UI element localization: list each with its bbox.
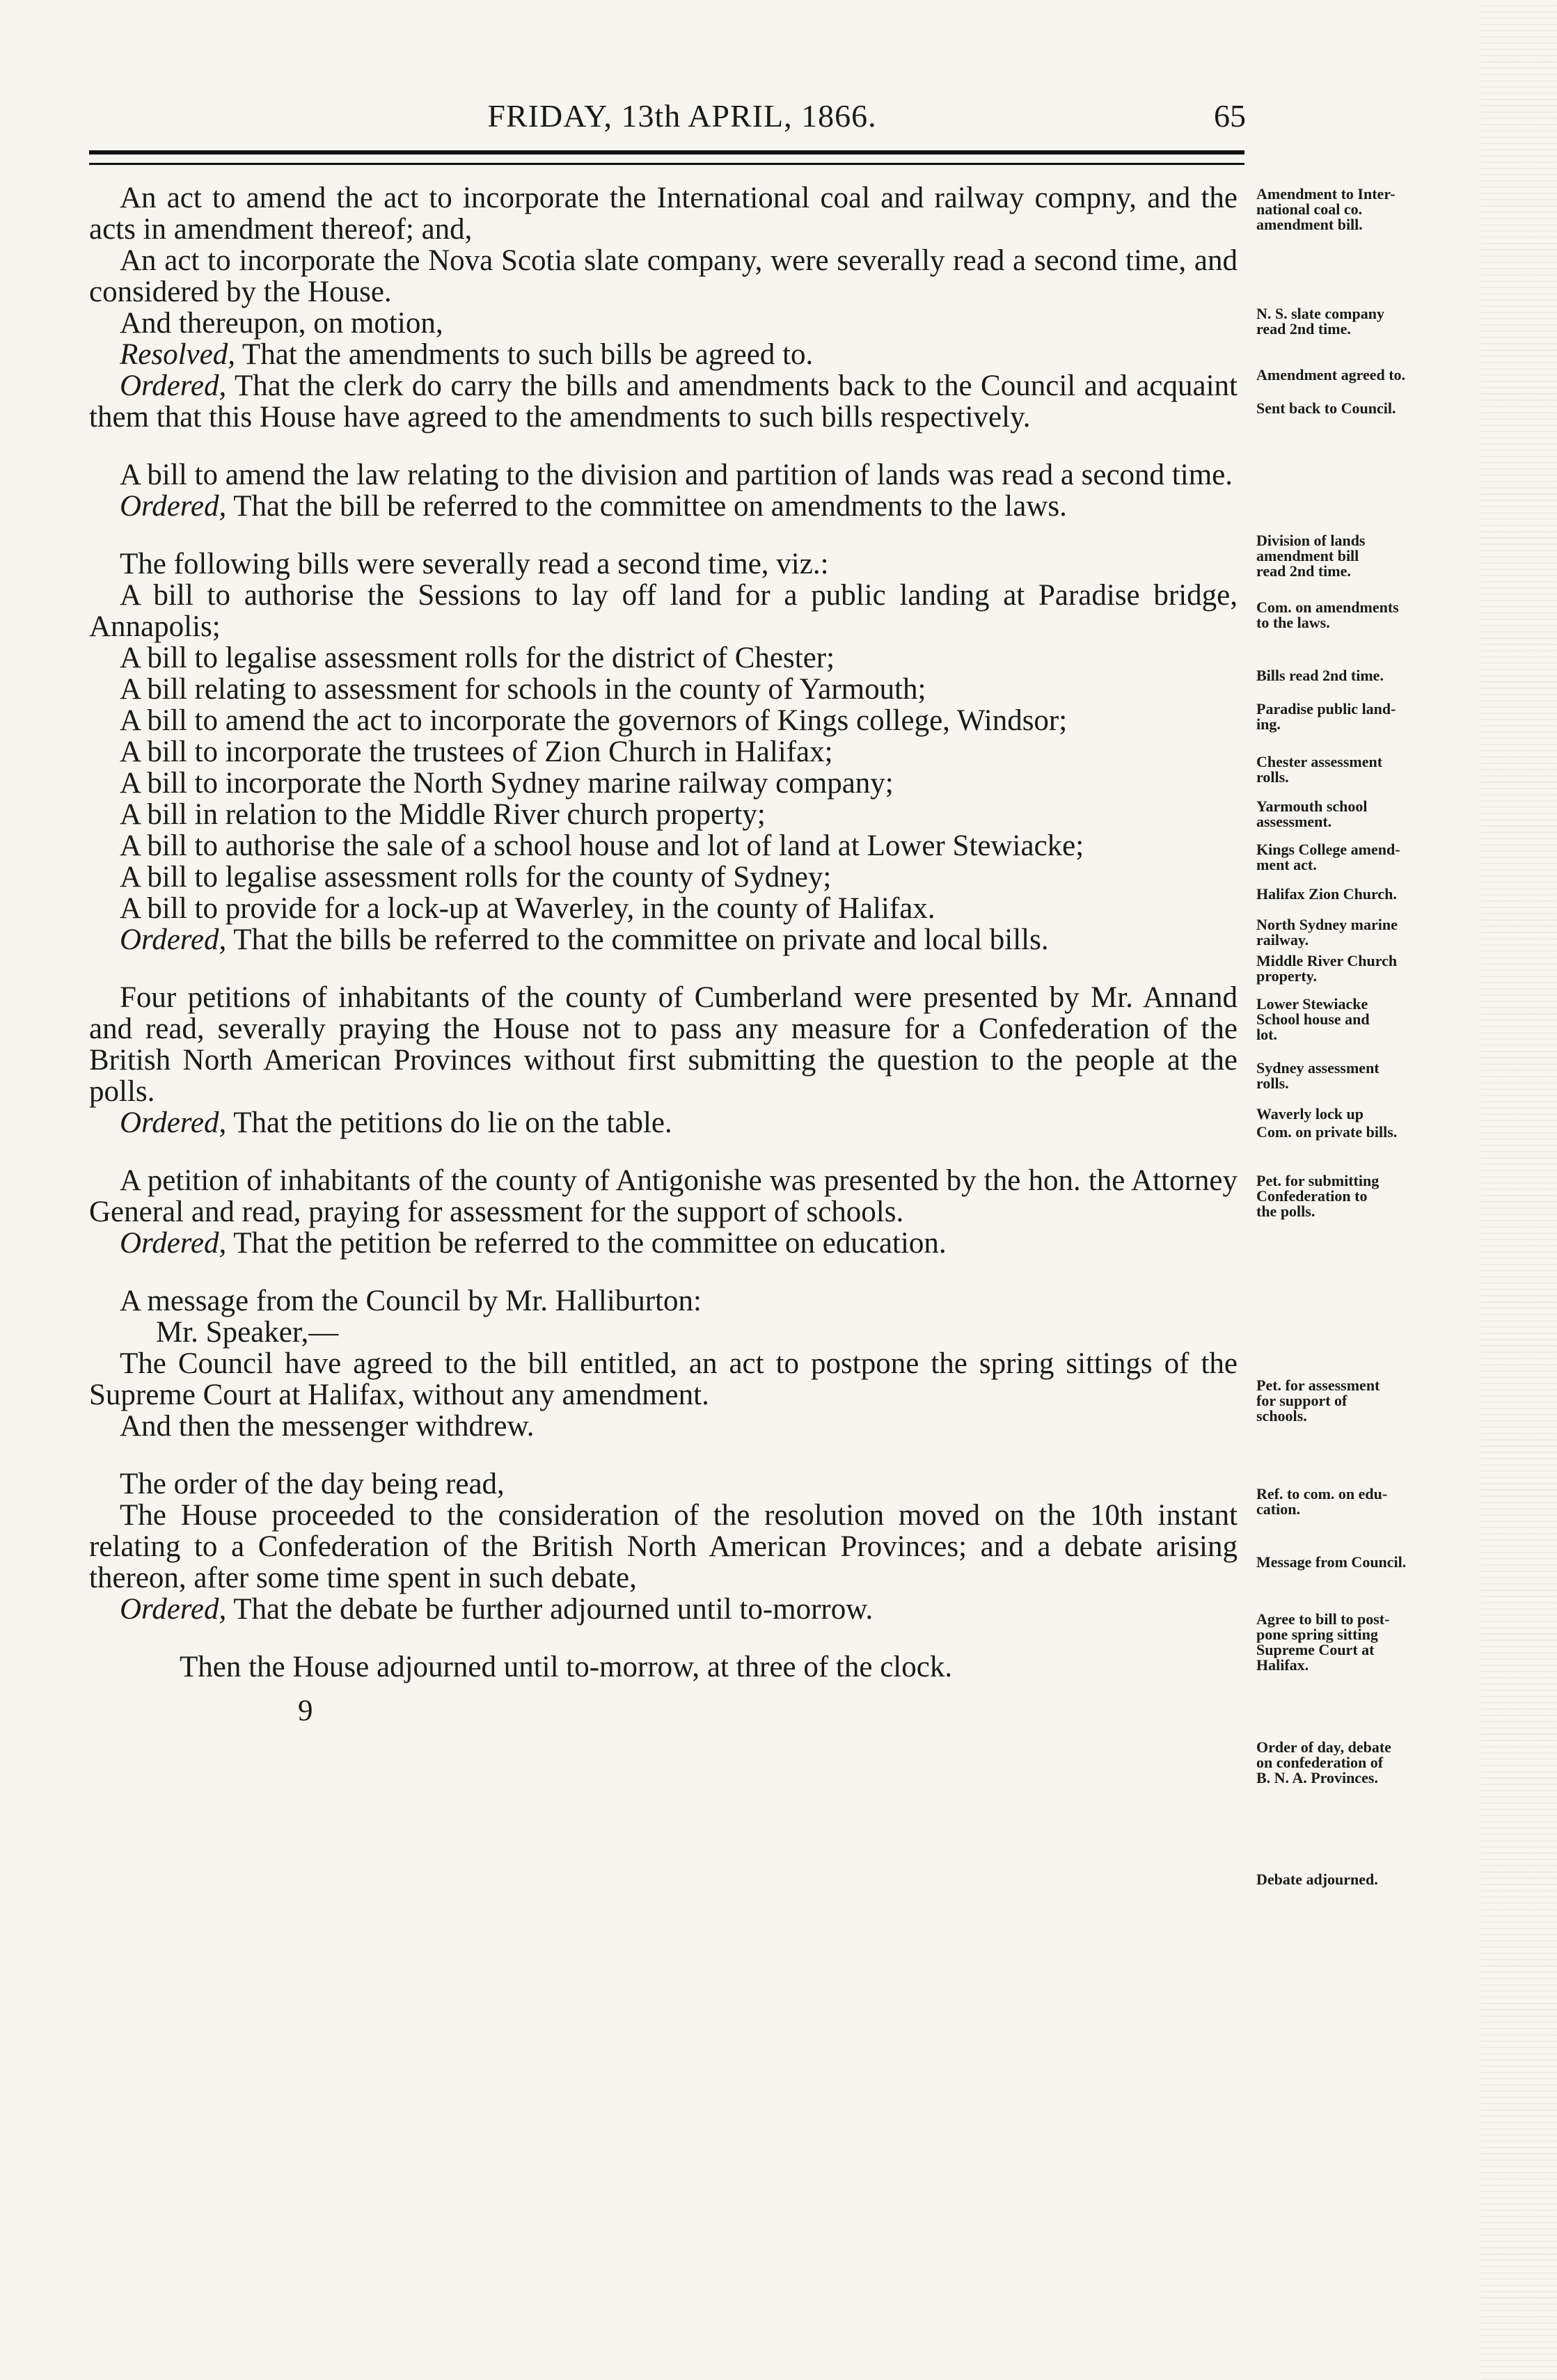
paragraph: A petition of inhabitants of the county of Antigonishe was presented by the hon. the Attorney General and read, praying for assessment for the support of schools. (89, 1164, 1238, 1228)
paragraph: A bill to legalise assessment rolls for the county of Sydney; (120, 861, 832, 894)
margin-note: Lower Stewiacke School house and lot. (1256, 995, 1370, 1043)
paragraph: Ordered, That the bill be referred to the committee on amendments to the laws. (120, 490, 1067, 523)
header-rule (89, 150, 1244, 165)
paragraph: A bill in relation to the Middle River church property; (120, 798, 766, 831)
margin-note: Chester assessment rolls. (1256, 753, 1383, 786)
paragraph: A bill to amend the law relating to the division and partition of lands was read a second time. (120, 459, 1233, 491)
margin-note: Com. on amendments to the laws. (1256, 598, 1399, 631)
main-text (89, 182, 1238, 1727)
margin-note: Paradise public land- ing. (1256, 700, 1396, 733)
paragraph: An act to incorporate the Nova Scotia slate company, were severally read a second time, and considered by the House. (89, 244, 1238, 308)
margin-note: Order of day, debate on confederation of B. N. A. Provinces. (1256, 1738, 1391, 1786)
margin-note: Middle River Church property. (1256, 952, 1398, 985)
margin-note: N. S. slate company read 2nd time. (1256, 305, 1384, 338)
paragraph: Ordered, That the debate be further adjourned until to-morrow. (120, 1593, 874, 1626)
paragraph: A bill to incorporate the North Sydney marine railway company; (120, 767, 894, 800)
paragraph: A bill relating to assessment for schools in the county of Yarmouth; (120, 673, 926, 706)
margin-note: Sydney assessment rolls. (1256, 1059, 1380, 1092)
paragraph: Mr. Speaker,— (156, 1316, 339, 1349)
paragraph: Ordered, That the petition be referred to the committee on education. (120, 1227, 947, 1260)
margin-note: Halifax Zion Church. (1256, 885, 1397, 903)
paragraph: And then the messenger withdrew. (120, 1410, 535, 1443)
page-number: 65 (1214, 98, 1246, 134)
paragraph: A bill to amend the act to incorporate the governors of Kings college, Windsor; (120, 704, 1068, 737)
paragraph: Ordered, That the petitions do lie on the table. (120, 1106, 672, 1139)
paragraph: The order of the day being read, (120, 1468, 505, 1500)
signature-mark: 9 (298, 1695, 313, 1727)
margin-note: Message from Council. (1256, 1553, 1407, 1571)
running-head: FRIDAY, 13th APRIL, 1866. (487, 98, 877, 134)
margin-note: Agree to bill to post- pone spring sitting Supreme Court at Halifax. (1256, 1610, 1390, 1674)
margin-note: Amendment to Inter- national coal co. amendment bill. (1256, 185, 1396, 233)
margin-note: Ref. to com. on edu- cation. (1256, 1485, 1388, 1518)
margin-note: Pet. for submitting Confederation to the polls. (1256, 1172, 1380, 1220)
paragraph: And thereupon, on motion, (120, 307, 443, 340)
paragraph: A bill to incorporate the trustees of Zion Church in Halifax; (120, 736, 833, 768)
paragraph: Ordered, That the clerk do carry the bills and amendments back to the Council and acquaint them that this House have agreed to the amendments to such bills respectively. (89, 370, 1238, 434)
margin-note: Pet. for assessment for support of schools. (1256, 1377, 1380, 1425)
paragraph: A bill to authorise the Sessions to lay off land for a public landing at Paradise bridge, Annapolis; (89, 579, 1238, 643)
margin-note: Bills read 2nd time. (1256, 667, 1384, 684)
margin-note: Yarmouth school assessment. (1256, 798, 1368, 830)
paragraph: A message from the Council by Mr. Halliburton: (120, 1285, 702, 1317)
paragraph: A bill to authorise the sale of a school house and lot of land at Lower Stewiacke; (120, 830, 1084, 862)
paragraph: Ordered, That the bills be referred to the committee on private and local bills. (120, 923, 1049, 956)
paragraph: A bill to provide for a lock-up at Waverley, in the county of Halifax. (120, 892, 935, 925)
paragraph: Resolved, That the amendments to such bills be agreed to. (120, 338, 814, 371)
margin-note: Waverly lock up (1256, 1105, 1364, 1122)
paragraph: The Council have agreed to the bill entitled, an act to postpone the spring sittings of the Supreme Court at Halifax, without any amendment. (89, 1347, 1238, 1411)
margin-note: Com. on private bills. (1256, 1123, 1398, 1141)
margin-note: Sent back to Council. (1256, 399, 1396, 417)
margin-note: Division of lands amendment bill read 2nd time. (1256, 532, 1366, 580)
paragraph: The House proceeded to the consideration of the resolution moved on the 10th instant relating to a Confederation of the British North American Provinces; and a debate arising thereon, after some time spent in such debate, (89, 1499, 1238, 1594)
paragraph: Four petitions of inhabitants of the county of Cumberland were presented by Mr. Annand and read, severally praying the House not to pass any measure for a Confederation of the British North American Provinces without first submitting the question to the people at the polls. (89, 981, 1238, 1108)
margin-note: Kings College amend- ment act. (1256, 841, 1400, 873)
margin-note: North Sydney marine railway. (1256, 916, 1398, 949)
paragraph: The following bills were severally read a second time, viz.: (120, 548, 829, 580)
paragraph: A bill to legalise assessment rolls for the district of Chester; (120, 642, 835, 674)
margin-note: Debate adjourned. (1256, 1871, 1378, 1888)
page-header (118, 97, 1246, 146)
paragraph: An act to amend the act to incorporate the International coal and railway compny, and the acts in amendment thereof; and, (89, 182, 1238, 246)
margin-note: Amendment agreed to. (1256, 366, 1406, 383)
page-edge-texture (1480, 0, 1557, 2380)
paragraph: Then the House adjourned until to-morrow, at three of the clock. (180, 1651, 953, 1683)
